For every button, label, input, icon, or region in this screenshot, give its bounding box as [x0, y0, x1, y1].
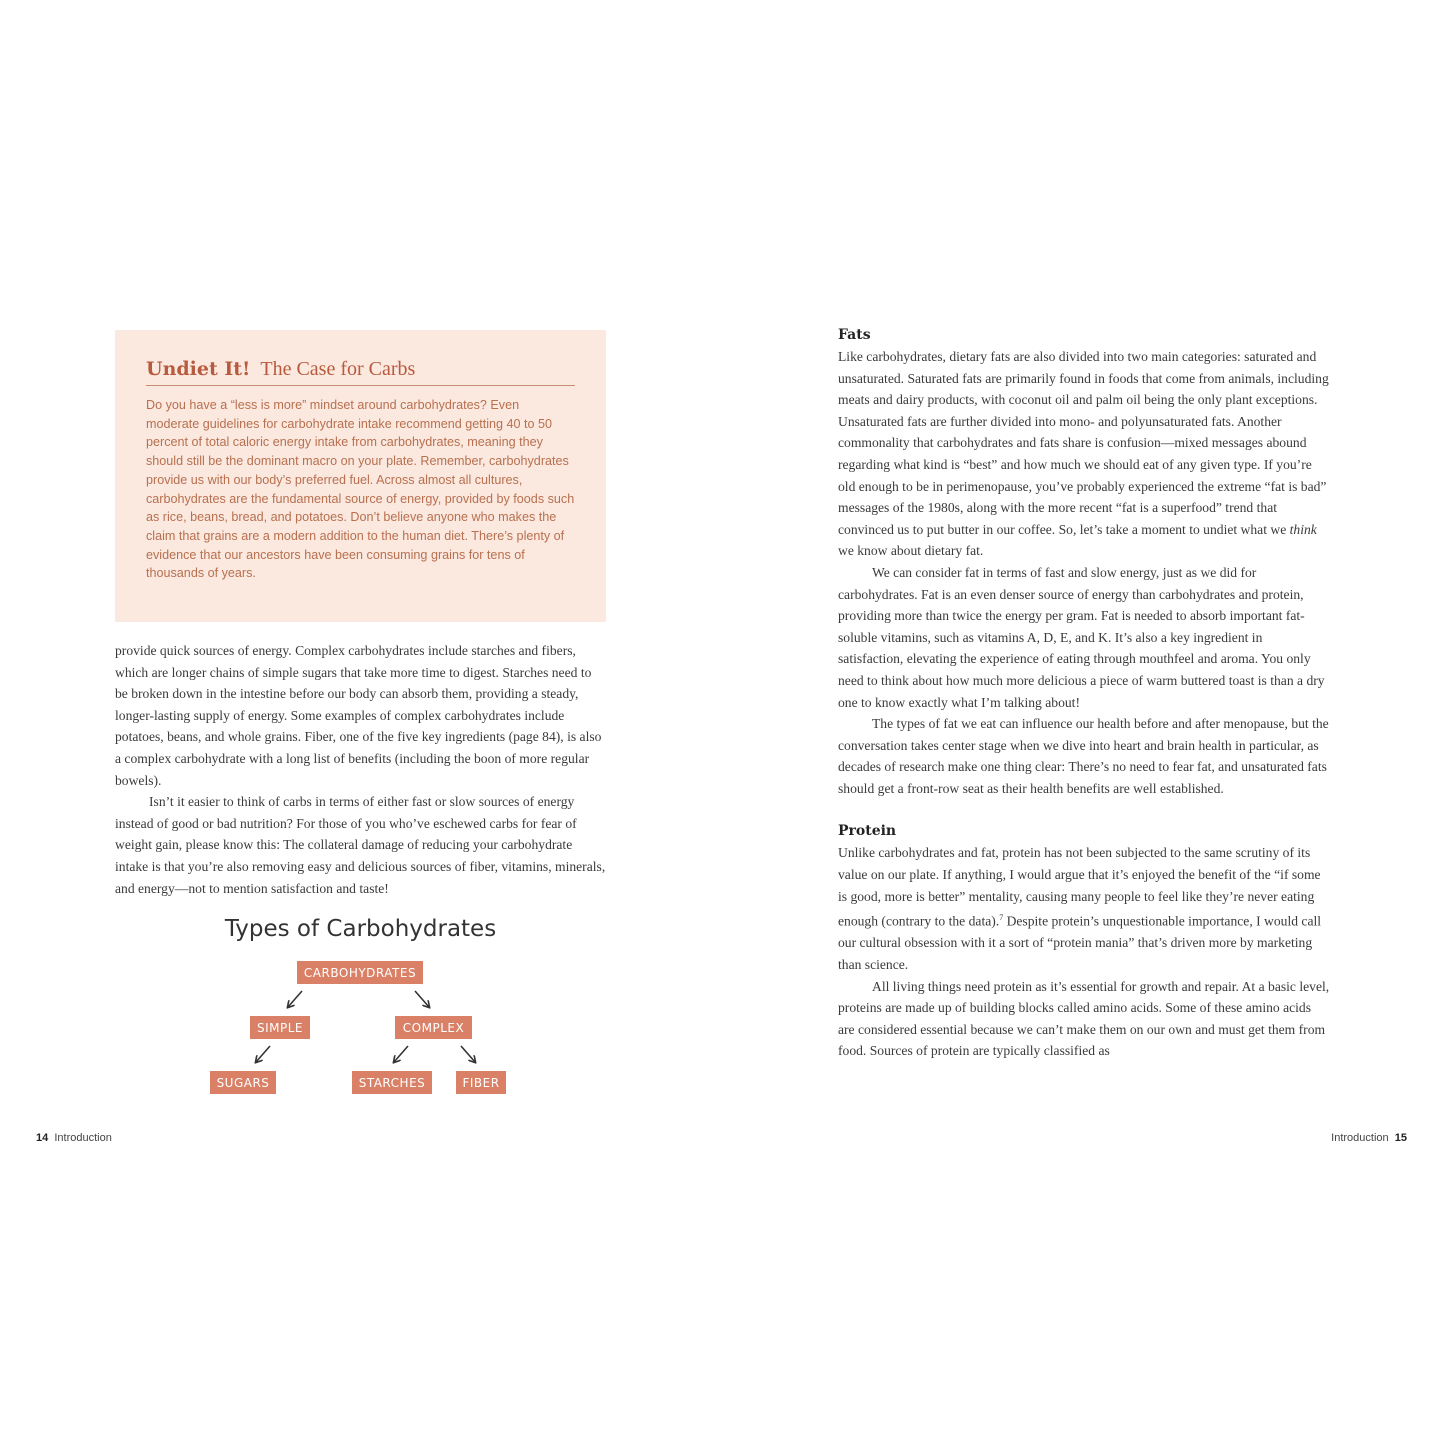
arrow-to-fiber: [461, 1046, 475, 1062]
footnote-ref: 7: [999, 913, 1004, 923]
paragraph: All living things need protein as it’s essential for growth and repair. At a basic level, proteins are made up of building blocks called amino acids. Some of these amino acids are considered essential because we can’t make them on our own and must get them from food. Sources of protein are typically classified as: [838, 978, 1330, 1059]
paragraph: Like carbohydrates, dietary fats are also divided into two main categories: saturated and unsaturated. Saturated fats are primarily found in foods that come from animals, including meats and dairy products, with coconut oil and palm oil being the only plant exceptions. Unsaturated fats are further divided into mono- and polyunsaturated fats. Another commonality that carbohydrates and fats share is confusion—mixed messages abound regarding what kind is “best” and how much we should eat of any given type. If you’re old enough to be in perimenopause, you’ve probably experienced the extreme “fat is bad” messages of the 1980s, along with the more recent “fat is a superfood” trend that convinced us to put butter in our coffee. So, let’s take a moment to undiet what we think we know about dietary fat.: [838, 349, 1329, 559]
arrow-to-simple: [288, 991, 302, 1007]
arrow-to-starches: [394, 1046, 408, 1062]
diagram-title: Types of Carbohydrates: [224, 916, 497, 942]
page-number: 15: [1394, 1132, 1407, 1144]
paragraph: Unlike carbohydrates and fat, protein has not been subjected to the same scrutiny of its value on our plate. If anything, I would argue that it’s enjoyed the benefit of the “if some is good, more is better” mentality, causing many people to feel like they’re never eating enough (contrary to the data).$^7$ Despite protein’s unquestionable importance, I would call our cultural obsession with it a sort of “protein mania” that’s driven more by marketing than science.: [838, 845, 1322, 972]
node-starches: STARCHES: [352, 1071, 432, 1094]
callout-body: Do you have a “less is more” mindset around carbohydrates? Even moderate guidelines for carbohydrate intake recommend getting 40 to 50 percent of total caloric energy intake from carbohydrates, meaning they should still be the dominant macro on your plate. Remember, carbohydrates provide us with our body’s preferred fuel. Across almost all cultures, carbohydrates are the fundamental source of energy, provided by foods such as rice, beans, bread, and potatoes. Don’t believe anyone who makes the claim that grains are a modern addition to the human diet. There’s plenty of evidence that our ancestors have been consuming grains for tens of thousands of years.: [146, 398, 575, 581]
left-page-footer: [36, 1132, 112, 1144]
paragraph: We can consider fat in terms of fast and slow energy, just as we did for carbohydrates. Fat is an even denser source of energy than carbohydrates and protein, providing more than twice the energy per gram. Fat is needed to absorb important fat-soluble vitamins, such as vitamins A, D, E, and K. It’s also a key ingredient in satisfaction, elevating the experience of eating through mouthfeel and aroma. You only need to think about how much more delicious a piece of warm buttered toast is than a dry one to know exactly what I’m talking about!: [838, 564, 1325, 710]
paragraph: provide quick sources of energy. Complex carbohydrates include starches and fibers, which are longer chains of simple sugars that take more time to digest. Starches need to be broken down in the intestine before our body can absorb them, providing a steady, longer-lasting supply of energy. Some examples of complex carbohydrates include potatoes, beans, and whole grains. Fiber, one of the five key ingredients (page 84), is also a complex carbohydrate with a long list of benefits (including the boon of more regular bowels).: [115, 643, 602, 788]
paragraph: Isn’t it easier to think of carbs in terms of either fast or slow sources of energy instead of good or bad nutrition? For those of you who’ve eschewed carbs for fear of weight gain, please know this: The collateral damage of reducing your carbohydrate intake is that you’re also removing easy and delicious sources of fiber, vitamins, minerals, and energy—not to mention satisfaction and taste!: [115, 794, 606, 896]
right-page-body: [838, 324, 1330, 1062]
node-carbohydrates: CARBOHYDRATES: [297, 961, 423, 984]
node-sugars: SUGARS: [210, 1071, 276, 1094]
running-footer-label: Introduction: [1331, 1132, 1389, 1144]
protein-heading: Protein: [838, 823, 897, 840]
right-page-footer: [1331, 1132, 1407, 1144]
paragraph: The types of fat we eat can influence our health before and after menopause, but the conversation takes center stage when we dive into heart and brain health in particular, as decades of research make one thing clear: There’s no need to fear fat, and unsaturated fats should get a front-row seat as their health benefits are well established.: [838, 716, 1329, 796]
fats-heading: Fats: [838, 327, 871, 343]
callout-brand: Undiet It!: [146, 358, 251, 380]
running-footer-label: Introduction: [54, 1132, 112, 1144]
callout-title: The Case for Carbs: [260, 358, 416, 380]
arrow-to-sugars: [256, 1046, 270, 1062]
arrow-to-complex: [415, 991, 429, 1007]
node-complex: COMPLEX: [395, 1016, 472, 1039]
node-fiber: FIBER: [456, 1071, 506, 1094]
node-simple: SIMPLE: [250, 1016, 310, 1039]
page-number: 14: [36, 1132, 49, 1144]
